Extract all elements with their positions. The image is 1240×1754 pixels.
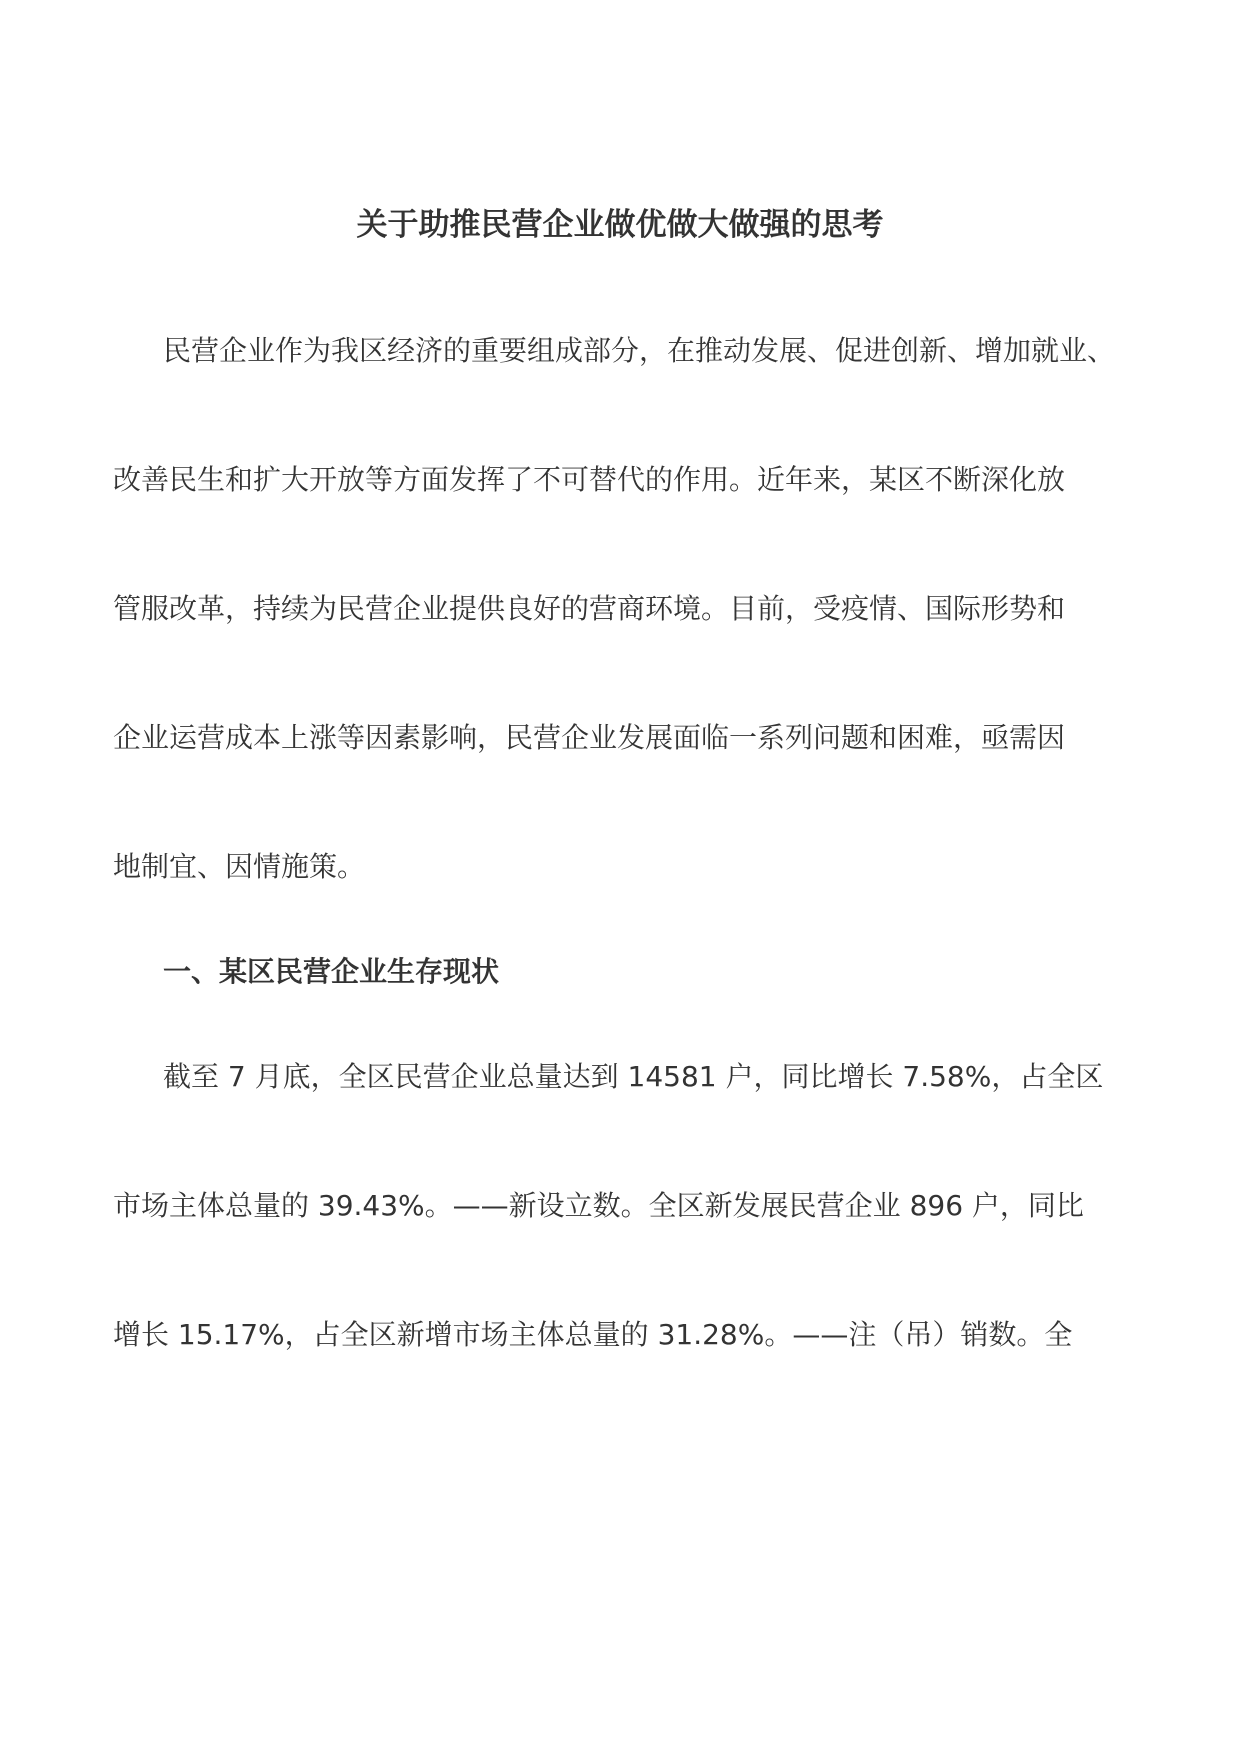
paragraph2-line-2: 市场主体总量的 39.43%。——新设立数。全区新发展民营企业 896 户，同比 — [113, 1189, 1084, 1222]
paragraph2-line-1: 截至 7 月底，全区民营企业总量达到 14581 户，同比增长 7.58%，占全区 — [163, 1060, 1104, 1093]
paragraph1-line-1: 民营企业作为我区经济的重要组成部分，在推动发展、促进创新、增加就业、 — [163, 334, 1116, 367]
paragraph1-line-2: 改善民生和扩大开放等方面发挥了不可替代的作用。近年来，某区不断深化放 — [113, 463, 1066, 496]
paragraph1-line-5: 地制宜、因情施策。 — [113, 850, 366, 883]
section-heading: 一、某区民营企业生存现状 — [163, 955, 500, 988]
paragraph1-line-4: 企业运营成本上涨等因素影响，民营企业发展面临一系列问题和困难，亟需因 — [113, 721, 1066, 754]
document-title: 关于助推民营企业做优做大做强的思考 — [356, 207, 884, 243]
paragraph1-line-3: 管服改革，持续为民营企业提供良好的营商环境。目前，受疫情、国际形势和 — [113, 592, 1066, 625]
paragraph2-line-3: 增长 15.17%，占全区新增市场主体总量的 31.28%。——注（吊）销数。全 — [113, 1318, 1073, 1351]
